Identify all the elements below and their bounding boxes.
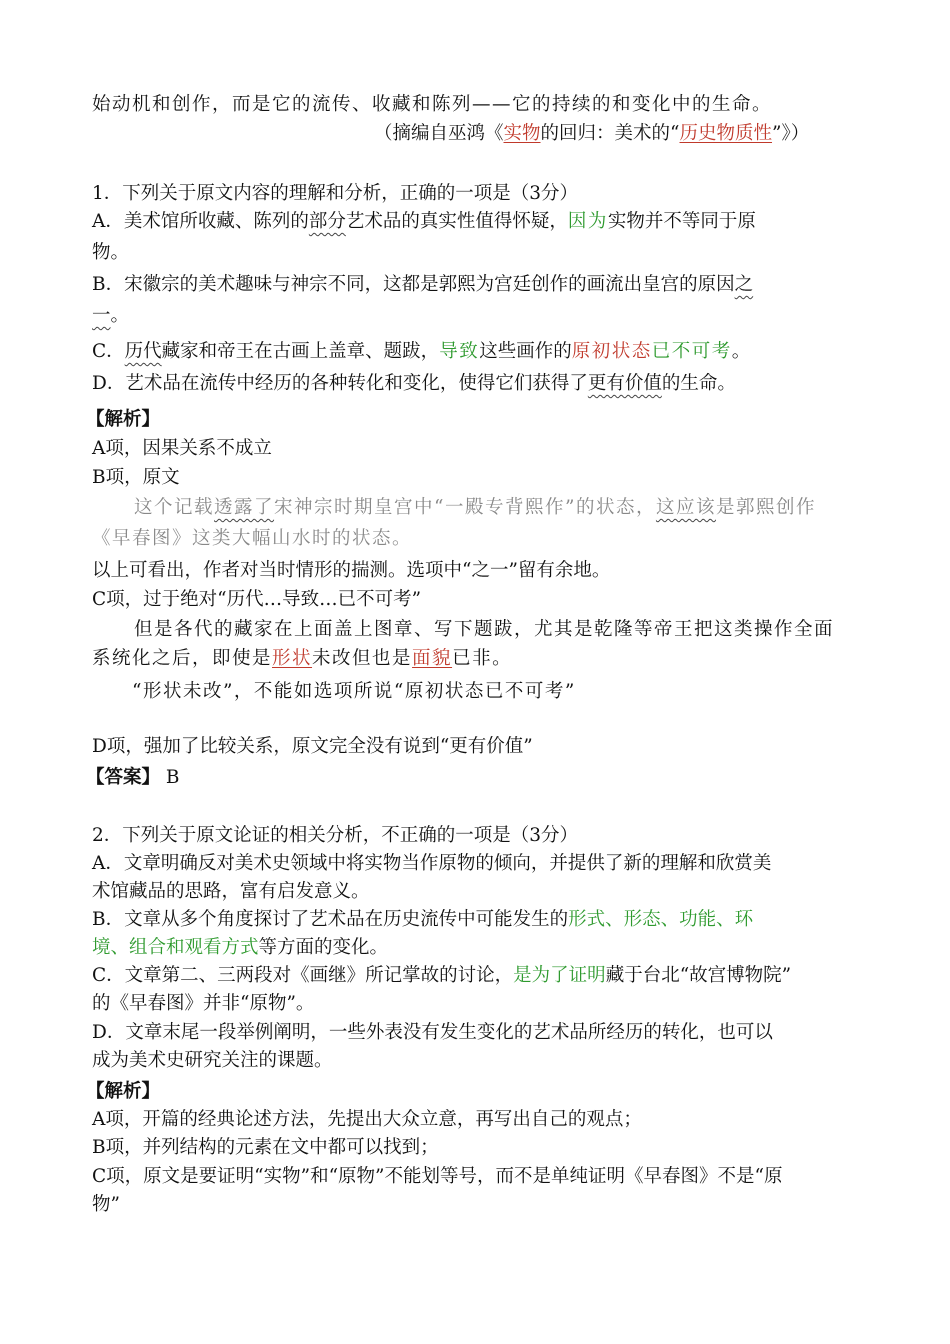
q1-b-text: B．宋徽宗的美术趣味与神宗不同，这都是郭熙为宫廷创作的画流出皇宫的原因 <box>92 274 735 295</box>
q1-answer-heading: 【答案】 <box>86 767 161 788</box>
q2-c-text: C．文章第二、三两段对《画继》所记掌故的讨论， <box>92 965 514 986</box>
q1-b-wavy: 之 <box>734 274 754 295</box>
q2-b-green: 形式、形态、功能、环 <box>568 909 754 930</box>
q2-c-green: 是为了证明 <box>513 965 606 986</box>
q1-explain-c: C项，过于绝对“历代…导致…已不可考” <box>92 589 422 610</box>
q1-c-wavy: 历代 <box>124 341 162 362</box>
q2-option-d: D．文章末尾一段举例阐明，一些外表没有发生变化的艺术品所经历的转化，也可以 <box>92 1022 773 1043</box>
q1-a-text: 艺术品的真实性值得怀疑， <box>345 211 568 232</box>
q2-explain-c-cont: 物” <box>92 1194 120 1215</box>
q1-a-text: A．美术馆所收藏、陈列的 <box>92 211 309 232</box>
q1-quote-wavy-2: 这应该 <box>655 497 716 518</box>
q1-c-label: C． <box>92 341 125 362</box>
q1-explain-a: A项，因果关系不成立 <box>92 438 272 459</box>
q2-option-d-cont: 成为美术史研究关注的课题。 <box>92 1050 333 1071</box>
q1-c-green-2: 已不可考 <box>651 341 732 362</box>
q1-option-a <box>92 208 756 236</box>
q1-b-wavy-2: 一 <box>92 305 111 326</box>
citation-mid: 的回归：美术的“ <box>540 123 680 144</box>
q1-stem: 1．下列关于原文内容的理解和分析，正确的一项是（3分） <box>92 183 579 204</box>
q2-explain-c: C项，原文是要证明“实物”和“原物”不能划等号，而不是单纯证明《早春图》不是“原 <box>92 1166 783 1187</box>
q1-answer <box>86 764 180 792</box>
q1-quote-c-red: 形状 <box>272 648 313 669</box>
q1-c-green: 导致 <box>439 341 480 362</box>
q1-quote-text: 宋神宗时期皇宫中“一殿专背熙作”的状态， <box>274 497 656 518</box>
q2-analysis-heading: 【解析】 <box>86 1081 161 1102</box>
q1-answer-value: B <box>165 767 180 788</box>
q2-option-c <box>92 962 791 990</box>
q1-explain-d: D项，强加了比较关系，原文完全没有说到“更有价值” <box>92 736 533 757</box>
citation-highlight-1: 实物 <box>503 123 541 144</box>
q1-quote-wavy: 透露了 <box>214 497 275 518</box>
q1-d-text: 的生命。 <box>661 373 736 394</box>
q1-quote-c-note: “形状未改”，不能如选项所说“原初状态已不可考” <box>132 681 576 702</box>
q1-quote-c: 但是各代的藏家在上面盖上图章、写下题跋，尤其是乾隆等帝王把这类操作全面 <box>134 619 835 640</box>
q1-analysis-heading: 【解析】 <box>86 409 161 430</box>
q1-option-a-cont: 物。 <box>92 242 130 263</box>
citation-post: ”》） <box>772 123 810 144</box>
intro-line: 始动机和创作，而是它的流传、收藏和陈列——它的持续的和变化中的生命。 <box>92 94 773 115</box>
q1-quote-b-cont: 《早春图》这类大幅山水时的状态。 <box>92 528 413 549</box>
q1-quote-c-text: 系统化之后，即使是 <box>92 648 273 669</box>
q1-c-red: 原初状态 <box>571 341 652 362</box>
q2-explain-a: A项，开篇的经典论述方法，先提出大众立意，再写出自己的观点； <box>92 1109 642 1130</box>
q2-option-a-cont: 术馆藏品的思路，富有启发意义。 <box>92 881 370 902</box>
q1-d-wavy: 更有价值 <box>587 373 662 394</box>
q1-c-text: 这些画作的 <box>479 341 572 362</box>
q2-c-text: 藏于台北“故宫博物院” <box>605 965 792 986</box>
q1-c-text: 藏家和帝王在古画上盖章、题跋， <box>161 341 440 362</box>
q1-quote-text: 这个记载 <box>134 497 215 518</box>
q2-option-a: A．文章明确反对美术史领域中将实物当作原物的倾向，并提供了新的理解和欣赏美 <box>92 853 772 874</box>
q2-stem: 2．下列关于原文论证的相关分析，不正确的一项是（3分） <box>92 825 579 846</box>
q1-option-b-cont <box>92 302 129 330</box>
q2-option-b <box>92 906 753 934</box>
q1-option-d <box>92 370 736 398</box>
citation-pre: （摘编自巫鸿《 <box>374 123 504 144</box>
q1-option-b <box>92 271 753 299</box>
q1-quote-c-red-2: 面貌 <box>412 648 453 669</box>
q1-b-end: 。 <box>110 305 130 326</box>
q1-quote-c-text: 已非。 <box>452 648 513 669</box>
q2-explain-b: B项，并列结构的元素在文中都可以找到； <box>92 1137 439 1158</box>
q1-a-green: 因为 <box>567 211 608 232</box>
q1-a-wavy: 部分 <box>308 211 346 232</box>
q1-d-text: D．艺术品在流传中经历的各种转化和变化，使得它们获得了 <box>92 373 588 394</box>
citation <box>374 120 809 148</box>
q2-option-b-cont <box>92 934 388 962</box>
q2-b-green-2: 境、组合和观看方式 <box>92 937 259 958</box>
q1-explain-b: B项，原文 <box>92 467 180 488</box>
q1-option-c <box>92 338 750 366</box>
q1-a-text: 实物并不等同于原 <box>607 211 756 232</box>
citation-highlight-2: 历史物质性 <box>679 123 773 144</box>
q1-quote-b <box>134 494 816 522</box>
q2-b-text: 等方面的变化。 <box>258 937 389 958</box>
q2-b-text: B．文章从多个角度探讨了艺术品在历史流传中可能发生的 <box>92 909 569 930</box>
q1-quote-c-cont <box>92 645 512 673</box>
q2-option-c-cont: 的《早春图》并非“原物”。 <box>92 993 315 1014</box>
q1-explain-b-2: 以上可看出，作者对当时情形的揣测。选项中“之一”留有余地。 <box>92 560 611 581</box>
q1-quote-text: 是郭熙创作 <box>715 497 816 518</box>
q1-quote-c-text: 未改但也是 <box>312 648 413 669</box>
q1-c-end: 。 <box>731 341 751 362</box>
